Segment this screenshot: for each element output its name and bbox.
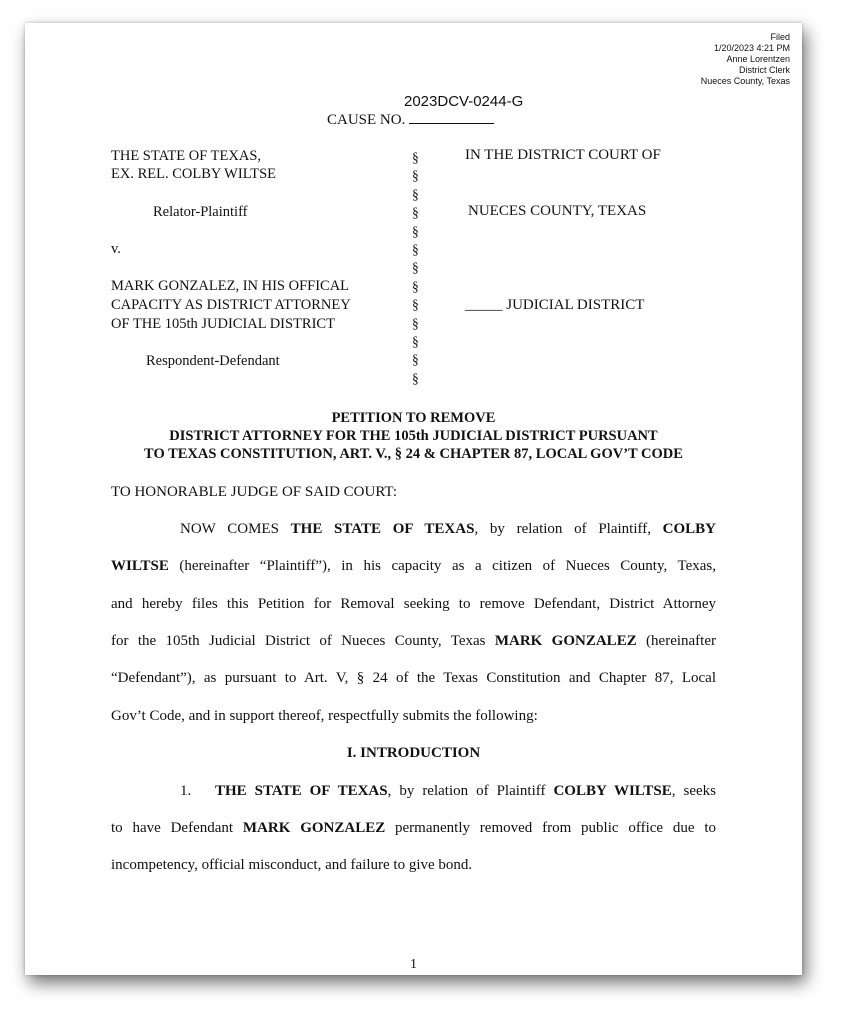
cause-number-line — [327, 111, 494, 129]
body-text: (hereinafter — [636, 633, 716, 649]
state-name: THE STATE OF TEXAS — [215, 783, 388, 799]
body-text: for the 105th Judicial District of Nueces County, Texas — [111, 633, 495, 649]
section-symbol: § — [412, 352, 419, 368]
filed-stamp-line: Anne Lorentzen — [726, 54, 790, 64]
section-symbol: § — [412, 297, 419, 313]
body-text: (hereinafter “Plaintiff”), in his capacity as a citizen of Nueces County, Texas, — [168, 558, 716, 574]
plaintiff-name-bold: COLBY — [662, 521, 717, 537]
document-title — [25, 409, 802, 463]
defendant-name: MARK GONZALEZ, IN HIS OFFICAL — [111, 278, 350, 294]
plaintiff-name-bold: WILTSE — [111, 558, 169, 574]
defendant-role: Respondent-Defendant — [146, 353, 280, 369]
cause-label: CAUSE NO. — [327, 112, 406, 128]
body-line: “Defendant”), as pursuant to Art. V, § 24 of the Texas Constitution and Chapter 87, Local — [111, 670, 716, 686]
body-line — [215, 783, 716, 800]
section-symbol: § — [412, 205, 419, 221]
body-line: incompetency, official misconduct, and failure to give bond. — [111, 857, 473, 873]
defendant-name-bold: MARK GONZALEZ — [494, 633, 637, 649]
judicial-district — [465, 297, 644, 314]
salutation: TO HONORABLE JUDGE OF SAID COURT: — [111, 484, 398, 500]
title-line: PETITION TO REMOVE — [331, 410, 496, 426]
title-line: TO TEXAS CONSTITUTION, ART. V., § 24 & CHAPTER 87, LOCAL GOV’T CODE — [144, 446, 683, 462]
filed-stamp-line: District Clerk — [739, 65, 790, 75]
paragraph-number: 1. — [180, 783, 192, 799]
section-symbol: § — [412, 168, 419, 184]
document-page — [25, 23, 802, 975]
body-text: , by relation of Plaintiff — [387, 783, 554, 799]
case-number: 2023DCV-0244-G — [404, 93, 524, 110]
body-line — [180, 521, 716, 538]
plaintiff-name: THE STATE OF TEXAS, — [111, 148, 262, 164]
body-line: Gov’t Code, and in support thereof, respectfully submits the following: — [111, 708, 538, 724]
section-symbol: § — [412, 150, 419, 165]
body-text: , seeks — [671, 783, 716, 799]
section-symbol: § — [412, 370, 419, 386]
section-symbol: § — [412, 315, 419, 331]
filed-stamp — [701, 32, 790, 87]
district-label: JUDICIAL DISTRICT — [506, 297, 645, 313]
body-line: and hereby files this Petition for Removal seeking to remove Defendant, District Attorney — [111, 596, 716, 612]
state-name: THE STATE OF TEXAS — [290, 521, 475, 537]
court-county: NUECES COUNTY, TEXAS — [468, 203, 647, 219]
plaintiff-name-bold: COLBY WILTSE — [553, 783, 672, 799]
body-text: NOW COMES — [180, 521, 291, 537]
section-symbol: § — [412, 241, 419, 257]
versus: v. — [111, 241, 121, 257]
court-name: IN THE DISTRICT COURT OF — [465, 147, 661, 163]
defendant-district: OF THE 105th JUDICIAL DISTRICT — [111, 316, 335, 332]
title-line: DISTRICT ATTORNEY FOR THE 105th JUDICIAL DISTRICT PURSUANT — [169, 428, 658, 444]
body-text: , by relation of Plaintiff, — [474, 521, 663, 537]
section-symbol: § — [412, 278, 419, 294]
body-line — [111, 633, 716, 650]
filed-stamp-line: 1/20/2023 4:21 PM — [713, 43, 790, 53]
section-heading: I. INTRODUCTION — [346, 745, 481, 761]
filed-stamp-line: Filed — [770, 32, 790, 42]
body-line — [111, 558, 716, 575]
plaintiff-role: Relator-Plaintiff — [153, 204, 248, 220]
section-symbol-column — [412, 149, 419, 388]
defendant-name-bold: MARK GONZALEZ — [242, 820, 386, 836]
body-text: to have Defendant — [111, 820, 243, 836]
defendant-capacity: CAPACITY AS DISTRICT ATTORNEY — [111, 297, 351, 313]
section-symbol: § — [412, 333, 419, 349]
section-symbol: § — [412, 186, 419, 202]
body-line — [111, 820, 716, 837]
district-number-blank: _____ — [465, 297, 503, 313]
plaintiff-relator: EX. REL. COLBY WILTSE — [111, 166, 277, 182]
section-symbol: § — [412, 260, 419, 276]
filed-stamp-line: Nueces County, Texas — [700, 76, 790, 86]
section-symbol: § — [412, 223, 419, 239]
body-text: permanently removed from public office due to — [385, 820, 717, 836]
page-number: 1 — [410, 957, 417, 972]
cause-number-blank — [409, 111, 494, 124]
